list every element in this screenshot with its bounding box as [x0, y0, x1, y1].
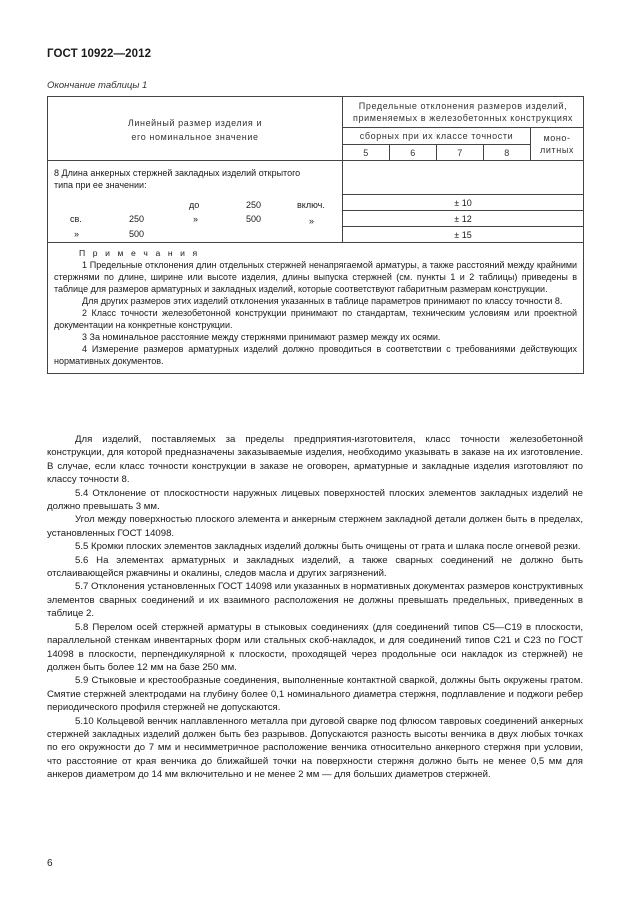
paragraph: Для изделий, поставляемых за пределы предприятия-изготовителя, класс точности железобетонной конструкции, для которой предназначены заказываемые изделия, необходимо указывать в заказе на их изготовление. В случае, если класс точности конструкции в заказе не оговорен, арматурные и закладные изделия изготовляют по классу точности 8. — [47, 434, 583, 486]
header-class: 7 — [437, 145, 484, 161]
paragraph: 5.5 Кромки плоских элементов закладных изделий должны быть очищены от грата и шлака после огневой резки. — [75, 541, 581, 553]
paragraph: 5.10 Кольцевой венчик наплавленного металла при дуговой сварке под флюсом тавровых соединений анкерных стержней закладных изделий должен быть без разрывов. Допускаются разность высоты венчика в двух любых точках по его окружности до 7 мм и несимметричное расположение венчика относительно анкерного стержня при условии, что расстояние от края венчика до ближайшей точки на поверхности стержня должно быть не менее 0,5 мм для анкеров диаметром до 14 мм включительно и не менее 2 мм — для больших диаметров стержней. — [47, 715, 583, 781]
notes-row — [48, 243, 584, 374]
note-item: 4 Измерение размеров арматурных изделий должно проводиться в соответствии с требованиями действующих нормативных документов. — [54, 344, 578, 366]
tolerance-table — [47, 96, 584, 374]
document-header: ГОСТ 10922—2012 — [47, 48, 152, 60]
header-class: 8 — [484, 145, 531, 161]
table-notes — [48, 243, 584, 374]
tolerance-value: ± 15 — [343, 227, 584, 243]
header-monolithic: моно- литных — [531, 128, 584, 161]
body-text — [47, 433, 583, 782]
note-item: 2 Класс точности железобетонной конструкции принимают по стандартам, техническим условиям или проектной документации на конкретные конструкции. — [54, 308, 578, 330]
tolerance-value: ± 12 — [343, 211, 584, 227]
paragraph: 5.8 Перелом осей стержней арматуры в стыковых соединениях (для соединений типов С5—С19 в плоскости, параллельной стенкам инвентарных форм или стальных скоб-накладок, и для соединений типов С21 и С23 по ГОСТ 14098 в плоскости, перпендикулярной к плоскости, проходящей через продольные оси накладок из стержней) не должен быть более 12 мм на базе 250 мм. — [47, 621, 583, 673]
paragraph: Угол между поверхностью плоского элемента и анкерным стержнем закладной детали должен быть в пределах, установленных ГОСТ 14098. — [47, 514, 583, 539]
range-row: » 500 — [74, 229, 145, 239]
paragraph: 5.7 Отклонения установленных ГОСТ 14098 или указанных в нормативных документах размеров конструктивных элементов сварных соединений и их взаимного расположения не должны превышать предельных, приведенных в таблице 2. — [47, 581, 583, 620]
notes-title: П р и м е ч а н и я — [79, 248, 200, 258]
paragraph: 5.9 Стыковые и крестообразные соединения, выполненные контактной сваркой, должны быть окружены гратом. Смятие стержней электродами на глубину более 0,1 номинального диаметра стержня, подплавление и поджоги ребер периодического профиля стержней не допускаются. — [47, 675, 583, 714]
row-label-cell: 8 Длина анкерных стержней закладных изделий открытого типа при ее значении: до 250 включ. св. 250 » 500 » » 500 — [48, 161, 343, 243]
empty-cell — [343, 161, 584, 195]
header-size: Линейный размер изделия и его номинальное значение — [48, 97, 343, 161]
range-row: св. 250 » 500 » — [70, 214, 315, 226]
page-number: 6 — [47, 858, 53, 869]
note-item: 1 Предельные отклонения длин отдельных стержней ненапрягаемой арматуры, а также расстояний между крайними стержнями по длине, ширине или высоте изделия, длины выпуска стержней (см. пункты 1 и 2 таблицы) приведены в таблице для размеров арматурных и закладных изделий, которые соответствуют габаритным размерам конструкции. — [54, 260, 578, 294]
range-row: до 250 включ. — [189, 200, 325, 210]
paragraph: 5.4 Отклонение от плоскостности наружных лицевых поверхностей плоских элементов закладных изделий не должно превышать 3 мм. — [47, 487, 583, 513]
note-item: Для других размеров этих изделий отклонения указанных в таблице параметров принимают по классу точности 8. — [82, 296, 563, 306]
header-precast: сборных при их классе точности — [343, 128, 531, 145]
tolerance-value: ± 10 — [343, 195, 584, 211]
header-class: 6 — [390, 145, 437, 161]
paragraph: 5.6 На элементах арматурных и закладных изделий, а также сварных соединений не должно быть отслаивающейся ржавчины и окалины, следов масла и других загрязнений. — [47, 554, 583, 580]
table-header-row — [48, 97, 584, 128]
header-class: 5 — [343, 145, 390, 161]
header-limit-deviations: Предельные отклонения размеров изделий, применяемых в железобетонных конструкциях — [343, 97, 584, 128]
note-item: 3 За номинальное расстояние между стержнями принимают размер между их осями. — [82, 332, 441, 342]
table-caption: Окончание таблицы 1 — [47, 80, 148, 91]
table-row — [48, 161, 584, 195]
